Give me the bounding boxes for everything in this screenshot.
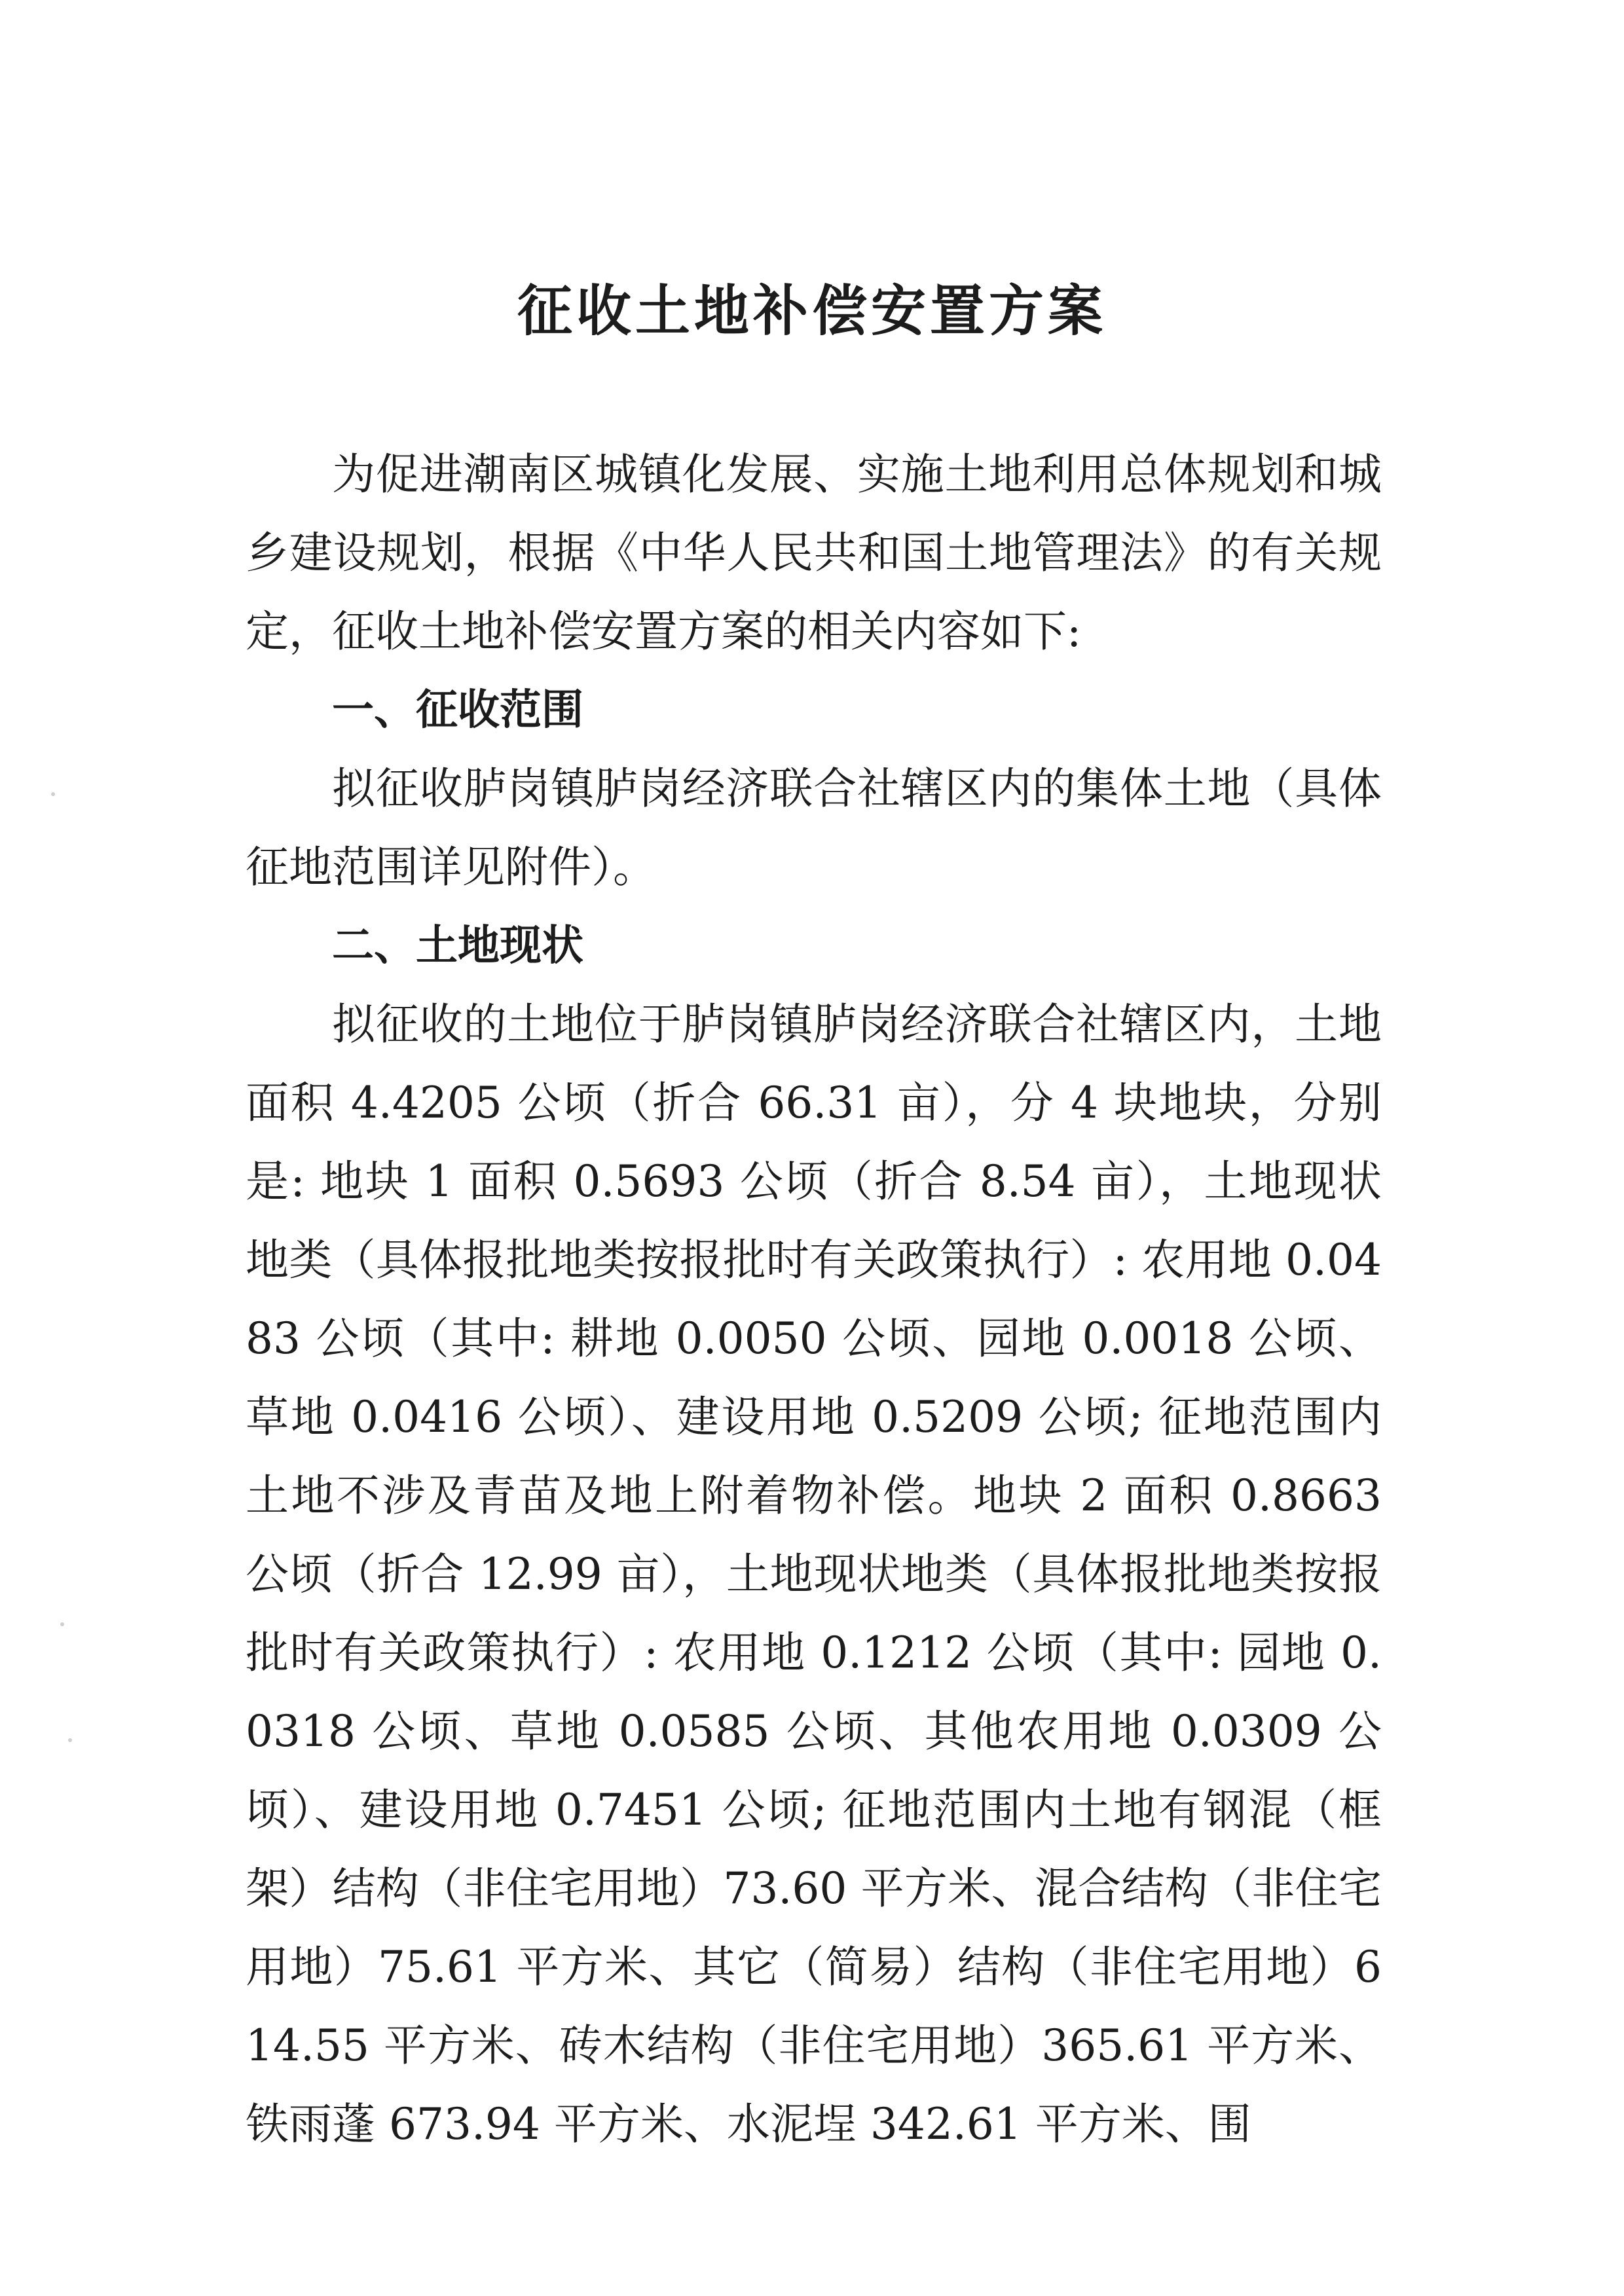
section-text-scope: 拟征收胪岗镇胪岗经济联合社辖区内的集体土地（具体征地范围详见附件）。	[246, 763, 1382, 892]
scan-speck	[68, 1738, 72, 1742]
section-heading-scope: 一、征收范围	[332, 686, 583, 735]
intro-paragraph: 为促进潮南区城镇化发展、实施土地利用总体规划和城乡建设规划，根据《中华人民共和国土地管理法》的有关规定，征收土地补偿安置方案的相关内容如下:	[246, 449, 1382, 657]
section-heading-land-status: 二、土地现状	[332, 922, 583, 970]
document-title: 征收土地补偿安置方案	[517, 279, 1107, 343]
scan-speck	[60, 1622, 64, 1626]
document-body	[246, 435, 1382, 2164]
scan-speck	[51, 792, 55, 796]
section-text-land-status: 拟征收的土地位于胪岗镇胪岗经济联合社辖区内，土地面积 4.4205 公顷（折合 66.31 亩），分 4 块地块，分别是: 地块 1 面积 0.5693 公顷（折合 8.54 亩），土地现状地类（具体报批地类按报批时有关政策执行）: 农用地 0.0483 公顷（其中: 耕地 0.0050 公顷、园地 0.0018 公顷、草地 0.0416 公顷）、建设用地 0.5209 公顷; 征地范围内土地不涉及青苗及地上附着物补偿。地块 2 面积 0.8663 公顷（折合 12.99 亩），土地现状地类（具体报批地类按报批时有关政策执行）: 农用地 0.1212 公顷（其中: 园地 0.0318 公顷、草地 0.0585 公顷、其他农用地 0.0309 公顷）、建设用地 0.7451 公顷; 征地范围内土地有钢混（框架）结构（非住宅用地）73.60 平方米、混合结构（非住宅用地）75.61 平方米、其它（简易）结构（非住宅用地）614.55 平方米、砖木结构（非住宅用地）365.61 平方米、铁雨蓬 673.94 平方米、水泥埕 342.61 平方米、围	[246, 999, 1382, 2149]
